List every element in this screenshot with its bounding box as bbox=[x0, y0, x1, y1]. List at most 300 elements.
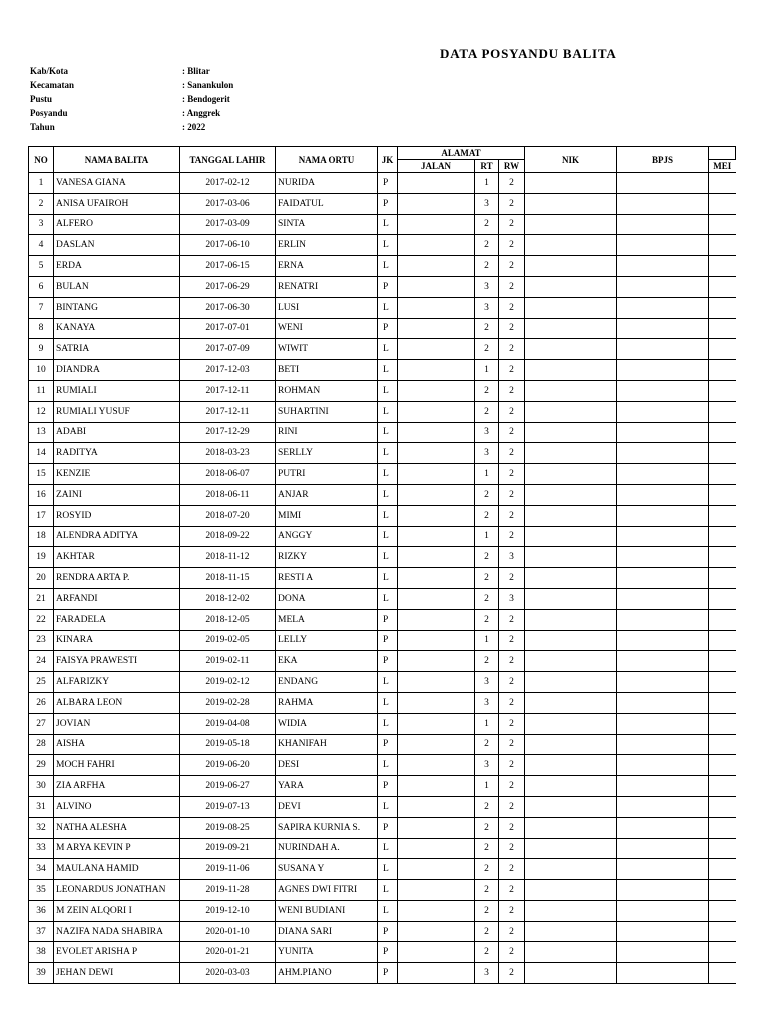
row-jalan bbox=[398, 256, 475, 277]
row-jalan bbox=[398, 484, 475, 505]
header-jalan: JALAN bbox=[398, 160, 475, 173]
row-rt: 2 bbox=[475, 505, 499, 526]
row-mei bbox=[709, 838, 736, 859]
row-mei bbox=[709, 235, 736, 256]
row-rw: 2 bbox=[499, 776, 525, 797]
row-rt: 2 bbox=[475, 942, 499, 963]
row-tanggal-lahir: 2019-06-20 bbox=[180, 755, 276, 776]
table-row bbox=[29, 422, 736, 443]
row-rt: 2 bbox=[475, 318, 499, 339]
row-jalan bbox=[398, 318, 475, 339]
row-no: 36 bbox=[29, 900, 54, 921]
row-rt: 3 bbox=[475, 193, 499, 214]
row-mei bbox=[709, 276, 736, 297]
row-tanggal-lahir: 2019-06-27 bbox=[180, 776, 276, 797]
row-jk: P bbox=[378, 734, 398, 755]
row-nik bbox=[525, 464, 617, 485]
row-nama-balita: KINARA bbox=[54, 630, 180, 651]
row-mei bbox=[709, 630, 736, 651]
row-bpjs bbox=[617, 568, 709, 589]
row-rt: 2 bbox=[475, 588, 499, 609]
row-nama-balita: NAZIFA NADA SHABIRA bbox=[54, 921, 180, 942]
row-mei bbox=[709, 422, 736, 443]
row-jk: P bbox=[378, 817, 398, 838]
row-nama-balita: SATRIA bbox=[54, 339, 180, 360]
row-nama-ortu: NURIDA bbox=[276, 173, 378, 194]
meta-label: Pustu bbox=[30, 94, 53, 104]
row-mei bbox=[709, 817, 736, 838]
row-bpjs bbox=[617, 297, 709, 318]
header-no: NO bbox=[29, 147, 54, 173]
row-jalan bbox=[398, 651, 475, 672]
table-row bbox=[29, 256, 736, 277]
row-tanggal-lahir: 2017-03-09 bbox=[180, 214, 276, 235]
row-bpjs bbox=[617, 318, 709, 339]
row-nama-ortu: SUHARTINI bbox=[276, 401, 378, 422]
table-row bbox=[29, 859, 736, 880]
row-bpjs bbox=[617, 214, 709, 235]
row-rw: 2 bbox=[499, 651, 525, 672]
row-mei bbox=[709, 214, 736, 235]
row-nik bbox=[525, 422, 617, 443]
row-tanggal-lahir: 2017-07-09 bbox=[180, 339, 276, 360]
row-nama-ortu: MELA bbox=[276, 609, 378, 630]
row-bpjs bbox=[617, 193, 709, 214]
row-no: 8 bbox=[29, 318, 54, 339]
row-rw: 2 bbox=[499, 214, 525, 235]
row-nik bbox=[525, 339, 617, 360]
row-nama-ortu: NURINDAH A. bbox=[276, 838, 378, 859]
row-rw: 2 bbox=[499, 713, 525, 734]
table-row bbox=[29, 235, 736, 256]
row-bpjs bbox=[617, 464, 709, 485]
row-rw: 2 bbox=[499, 256, 525, 277]
row-nama-balita: ALFERO bbox=[54, 214, 180, 235]
row-jalan bbox=[398, 443, 475, 464]
row-bpjs bbox=[617, 339, 709, 360]
meta-value: : Anggrek bbox=[182, 108, 221, 118]
row-nama-balita: ANISA UFAIROH bbox=[54, 193, 180, 214]
table-row bbox=[29, 505, 736, 526]
row-nama-ortu: RINI bbox=[276, 422, 378, 443]
row-rt: 3 bbox=[475, 276, 499, 297]
row-no: 23 bbox=[29, 630, 54, 651]
row-nik bbox=[525, 817, 617, 838]
row-tanggal-lahir: 2017-07-01 bbox=[180, 318, 276, 339]
row-jk: L bbox=[378, 484, 398, 505]
header-jk: JK bbox=[378, 147, 398, 173]
row-bpjs bbox=[617, 900, 709, 921]
row-tanggal-lahir: 2019-08-25 bbox=[180, 817, 276, 838]
table-row bbox=[29, 713, 736, 734]
row-rt: 1 bbox=[475, 713, 499, 734]
row-no: 18 bbox=[29, 526, 54, 547]
row-jalan bbox=[398, 880, 475, 901]
row-nama-balita: VANESA GIANA bbox=[54, 173, 180, 194]
row-no: 13 bbox=[29, 422, 54, 443]
row-nama-balita: ROSYID bbox=[54, 505, 180, 526]
row-jalan bbox=[398, 173, 475, 194]
row-nama-balita: ALFARIZKY bbox=[54, 672, 180, 693]
row-mei bbox=[709, 443, 736, 464]
row-rt: 2 bbox=[475, 235, 499, 256]
row-no: 6 bbox=[29, 276, 54, 297]
row-jk: L bbox=[378, 214, 398, 235]
row-nik bbox=[525, 776, 617, 797]
row-no: 32 bbox=[29, 817, 54, 838]
row-mei bbox=[709, 672, 736, 693]
row-nama-ortu: ANJAR bbox=[276, 484, 378, 505]
row-nik bbox=[525, 568, 617, 589]
row-mei bbox=[709, 547, 736, 568]
row-nik bbox=[525, 443, 617, 464]
row-nik bbox=[525, 380, 617, 401]
row-nik bbox=[525, 256, 617, 277]
meta-value: : Sanankulon bbox=[182, 80, 234, 90]
table-row bbox=[29, 214, 736, 235]
row-mei bbox=[709, 963, 736, 984]
row-jk: P bbox=[378, 921, 398, 942]
row-jk: P bbox=[378, 776, 398, 797]
row-rw: 2 bbox=[499, 692, 525, 713]
row-bpjs bbox=[617, 672, 709, 693]
row-tanggal-lahir: 2019-11-06 bbox=[180, 859, 276, 880]
row-no: 4 bbox=[29, 235, 54, 256]
row-bpjs bbox=[617, 401, 709, 422]
row-jk: L bbox=[378, 713, 398, 734]
row-rw: 2 bbox=[499, 568, 525, 589]
row-no: 1 bbox=[29, 173, 54, 194]
row-bpjs bbox=[617, 692, 709, 713]
row-nama-balita: RENDRA ARTA P. bbox=[54, 568, 180, 589]
row-no: 26 bbox=[29, 692, 54, 713]
row-tanggal-lahir: 2019-12-10 bbox=[180, 900, 276, 921]
row-rt: 3 bbox=[475, 755, 499, 776]
row-rt: 2 bbox=[475, 921, 499, 942]
row-jalan bbox=[398, 755, 475, 776]
row-bpjs bbox=[617, 256, 709, 277]
row-jk: L bbox=[378, 235, 398, 256]
row-rt: 1 bbox=[475, 360, 499, 381]
row-nama-ortu: ENDANG bbox=[276, 672, 378, 693]
row-no: 31 bbox=[29, 796, 54, 817]
row-jalan bbox=[398, 193, 475, 214]
row-nama-balita: EVOLET ARISHA P bbox=[54, 942, 180, 963]
row-tanggal-lahir: 2017-06-30 bbox=[180, 297, 276, 318]
row-tanggal-lahir: 2020-03-03 bbox=[180, 963, 276, 984]
row-tanggal-lahir: 2019-07-13 bbox=[180, 796, 276, 817]
meta-label: Kecamatan bbox=[30, 80, 74, 90]
row-rw: 2 bbox=[499, 339, 525, 360]
row-nama-balita: NATHA ALESHA bbox=[54, 817, 180, 838]
row-nama-ortu: YUNITA bbox=[276, 942, 378, 963]
row-jalan bbox=[398, 776, 475, 797]
row-rw: 2 bbox=[499, 505, 525, 526]
row-bpjs bbox=[617, 276, 709, 297]
row-jk: P bbox=[378, 193, 398, 214]
row-no: 22 bbox=[29, 609, 54, 630]
row-nama-balita: ERDA bbox=[54, 256, 180, 277]
row-nama-balita: ALVINO bbox=[54, 796, 180, 817]
row-jk: L bbox=[378, 672, 398, 693]
row-nama-balita: LEONARDUS JONATHAN bbox=[54, 880, 180, 901]
row-nama-balita: AKHTAR bbox=[54, 547, 180, 568]
row-jk: L bbox=[378, 755, 398, 776]
row-no: 33 bbox=[29, 838, 54, 859]
table-row bbox=[29, 193, 736, 214]
row-no: 21 bbox=[29, 588, 54, 609]
row-no: 20 bbox=[29, 568, 54, 589]
row-jalan bbox=[398, 401, 475, 422]
header-blank bbox=[709, 147, 736, 160]
row-no: 16 bbox=[29, 484, 54, 505]
row-nama-ortu: KHANIFAH bbox=[276, 734, 378, 755]
row-nama-ortu: SINTA bbox=[276, 214, 378, 235]
row-jk: L bbox=[378, 588, 398, 609]
row-nama-ortu: PUTRI bbox=[276, 464, 378, 485]
row-nik bbox=[525, 484, 617, 505]
row-jk: L bbox=[378, 796, 398, 817]
row-nama-balita: AISHA bbox=[54, 734, 180, 755]
row-nama-ortu: AHM.PIANO bbox=[276, 963, 378, 984]
row-rw: 2 bbox=[499, 963, 525, 984]
row-nama-ortu: WIDIA bbox=[276, 713, 378, 734]
row-nik bbox=[525, 401, 617, 422]
table-row bbox=[29, 900, 736, 921]
row-bpjs bbox=[617, 484, 709, 505]
row-bpjs bbox=[617, 547, 709, 568]
row-nama-ortu: RENATRI bbox=[276, 276, 378, 297]
row-rw: 2 bbox=[499, 838, 525, 859]
row-nama-ortu: RIZKY bbox=[276, 547, 378, 568]
row-jk: L bbox=[378, 547, 398, 568]
table-row bbox=[29, 838, 736, 859]
row-mei bbox=[709, 568, 736, 589]
row-bpjs bbox=[617, 838, 709, 859]
table-row bbox=[29, 443, 736, 464]
header-row bbox=[29, 147, 736, 160]
row-no: 9 bbox=[29, 339, 54, 360]
row-jalan bbox=[398, 568, 475, 589]
table-row bbox=[29, 360, 736, 381]
row-jk: L bbox=[378, 526, 398, 547]
table-row bbox=[29, 297, 736, 318]
row-jalan bbox=[398, 838, 475, 859]
table-row bbox=[29, 276, 736, 297]
row-tanggal-lahir: 2018-06-07 bbox=[180, 464, 276, 485]
table-row bbox=[29, 588, 736, 609]
row-tanggal-lahir: 2018-09-22 bbox=[180, 526, 276, 547]
row-nik bbox=[525, 297, 617, 318]
row-nik bbox=[525, 651, 617, 672]
row-jk: P bbox=[378, 318, 398, 339]
table-row bbox=[29, 401, 736, 422]
row-mei bbox=[709, 380, 736, 401]
table-row bbox=[29, 921, 736, 942]
row-nama-balita: JOVIAN bbox=[54, 713, 180, 734]
row-jalan bbox=[398, 734, 475, 755]
row-tanggal-lahir: 2017-06-29 bbox=[180, 276, 276, 297]
row-tanggal-lahir: 2017-12-29 bbox=[180, 422, 276, 443]
table-row bbox=[29, 630, 736, 651]
row-bpjs bbox=[617, 713, 709, 734]
row-no: 35 bbox=[29, 880, 54, 901]
row-jalan bbox=[398, 339, 475, 360]
row-jk: L bbox=[378, 464, 398, 485]
row-rw: 2 bbox=[499, 672, 525, 693]
row-jalan bbox=[398, 422, 475, 443]
row-tanggal-lahir: 2017-12-11 bbox=[180, 401, 276, 422]
row-no: 24 bbox=[29, 651, 54, 672]
row-jk: L bbox=[378, 401, 398, 422]
row-bpjs bbox=[617, 630, 709, 651]
row-nama-ortu: ERLIN bbox=[276, 235, 378, 256]
row-jalan bbox=[398, 360, 475, 381]
row-rt: 3 bbox=[475, 297, 499, 318]
row-nama-ortu: DEVI bbox=[276, 796, 378, 817]
row-no: 37 bbox=[29, 921, 54, 942]
table-row bbox=[29, 547, 736, 568]
row-nama-ortu: SERLLY bbox=[276, 443, 378, 464]
row-tanggal-lahir: 2019-02-11 bbox=[180, 651, 276, 672]
row-nama-ortu: FAIDATUL bbox=[276, 193, 378, 214]
row-rw: 2 bbox=[499, 443, 525, 464]
row-tanggal-lahir: 2018-12-02 bbox=[180, 588, 276, 609]
row-tanggal-lahir: 2018-03-23 bbox=[180, 443, 276, 464]
row-rw: 3 bbox=[499, 547, 525, 568]
row-no: 39 bbox=[29, 963, 54, 984]
row-tanggal-lahir: 2018-11-12 bbox=[180, 547, 276, 568]
row-mei bbox=[709, 713, 736, 734]
row-rt: 2 bbox=[475, 651, 499, 672]
row-nik bbox=[525, 235, 617, 256]
row-rt: 2 bbox=[475, 900, 499, 921]
row-jk: L bbox=[378, 443, 398, 464]
row-bpjs bbox=[617, 880, 709, 901]
row-rt: 3 bbox=[475, 692, 499, 713]
row-nama-balita: ARFANDI bbox=[54, 588, 180, 609]
table-row bbox=[29, 651, 736, 672]
meta-row-kecamatan bbox=[30, 78, 233, 92]
row-mei bbox=[709, 651, 736, 672]
row-mei bbox=[709, 193, 736, 214]
row-no: 2 bbox=[29, 193, 54, 214]
table-row bbox=[29, 318, 736, 339]
row-nik bbox=[525, 505, 617, 526]
row-bpjs bbox=[617, 360, 709, 381]
row-rt: 2 bbox=[475, 214, 499, 235]
row-bpjs bbox=[617, 796, 709, 817]
meta-label: Kab/Kota bbox=[30, 66, 69, 76]
row-rw: 2 bbox=[499, 484, 525, 505]
row-rw: 2 bbox=[499, 817, 525, 838]
row-rw: 2 bbox=[499, 859, 525, 880]
row-nama-ortu: RESTI A bbox=[276, 568, 378, 589]
row-rw: 2 bbox=[499, 526, 525, 547]
row-nama-ortu: DESI bbox=[276, 755, 378, 776]
row-nama-balita: RADITYA bbox=[54, 443, 180, 464]
row-rt: 1 bbox=[475, 173, 499, 194]
row-bpjs bbox=[617, 734, 709, 755]
row-rt: 2 bbox=[475, 568, 499, 589]
row-jalan bbox=[398, 380, 475, 401]
row-nik bbox=[525, 963, 617, 984]
row-mei bbox=[709, 360, 736, 381]
row-rt: 3 bbox=[475, 672, 499, 693]
row-jk: L bbox=[378, 838, 398, 859]
row-nama-balita: DIANDRA bbox=[54, 360, 180, 381]
row-rw: 2 bbox=[499, 755, 525, 776]
row-no: 12 bbox=[29, 401, 54, 422]
row-mei bbox=[709, 609, 736, 630]
table-row bbox=[29, 672, 736, 693]
header-nama-ortu: NAMA ORTU bbox=[276, 147, 378, 173]
row-jalan bbox=[398, 526, 475, 547]
row-tanggal-lahir: 2020-01-10 bbox=[180, 921, 276, 942]
row-jk: L bbox=[378, 692, 398, 713]
row-nik bbox=[525, 173, 617, 194]
document-title: DATA POSYANDU BALITA bbox=[440, 46, 617, 61]
row-nama-balita: KENZIE bbox=[54, 464, 180, 485]
row-mei bbox=[709, 401, 736, 422]
row-nik bbox=[525, 692, 617, 713]
row-jalan bbox=[398, 796, 475, 817]
row-nama-balita: BINTANG bbox=[54, 297, 180, 318]
row-mei bbox=[709, 256, 736, 277]
header-bpjs: BPJS bbox=[617, 147, 709, 173]
row-no: 17 bbox=[29, 505, 54, 526]
row-jk: P bbox=[378, 173, 398, 194]
table-body bbox=[29, 173, 736, 984]
row-jk: L bbox=[378, 880, 398, 901]
row-nama-balita: FAISYA PRAWESTI bbox=[54, 651, 180, 672]
row-bpjs bbox=[617, 859, 709, 880]
row-rt: 2 bbox=[475, 401, 499, 422]
row-nama-ortu: EKA bbox=[276, 651, 378, 672]
row-bpjs bbox=[617, 942, 709, 963]
row-no: 19 bbox=[29, 547, 54, 568]
row-bpjs bbox=[617, 609, 709, 630]
row-mei bbox=[709, 796, 736, 817]
row-jk: P bbox=[378, 942, 398, 963]
row-rt: 2 bbox=[475, 547, 499, 568]
meta-value: : Bendogerit bbox=[182, 94, 230, 104]
row-jalan bbox=[398, 692, 475, 713]
row-rw: 2 bbox=[499, 422, 525, 443]
row-bpjs bbox=[617, 817, 709, 838]
row-jk: L bbox=[378, 568, 398, 589]
row-rw: 2 bbox=[499, 235, 525, 256]
row-nama-balita: BULAN bbox=[54, 276, 180, 297]
row-rt: 2 bbox=[475, 256, 499, 277]
row-jk: P bbox=[378, 651, 398, 672]
row-jk: L bbox=[378, 380, 398, 401]
row-nik bbox=[525, 796, 617, 817]
row-tanggal-lahir: 2018-06-11 bbox=[180, 484, 276, 505]
row-jalan bbox=[398, 963, 475, 984]
row-no: 28 bbox=[29, 734, 54, 755]
table-row bbox=[29, 776, 736, 797]
table-row bbox=[29, 734, 736, 755]
row-jalan bbox=[398, 547, 475, 568]
row-nama-ortu: LUSI bbox=[276, 297, 378, 318]
row-no: 34 bbox=[29, 859, 54, 880]
row-nik bbox=[525, 838, 617, 859]
row-jk: P bbox=[378, 609, 398, 630]
row-mei bbox=[709, 484, 736, 505]
row-nama-ortu: YARA bbox=[276, 776, 378, 797]
row-nik bbox=[525, 318, 617, 339]
